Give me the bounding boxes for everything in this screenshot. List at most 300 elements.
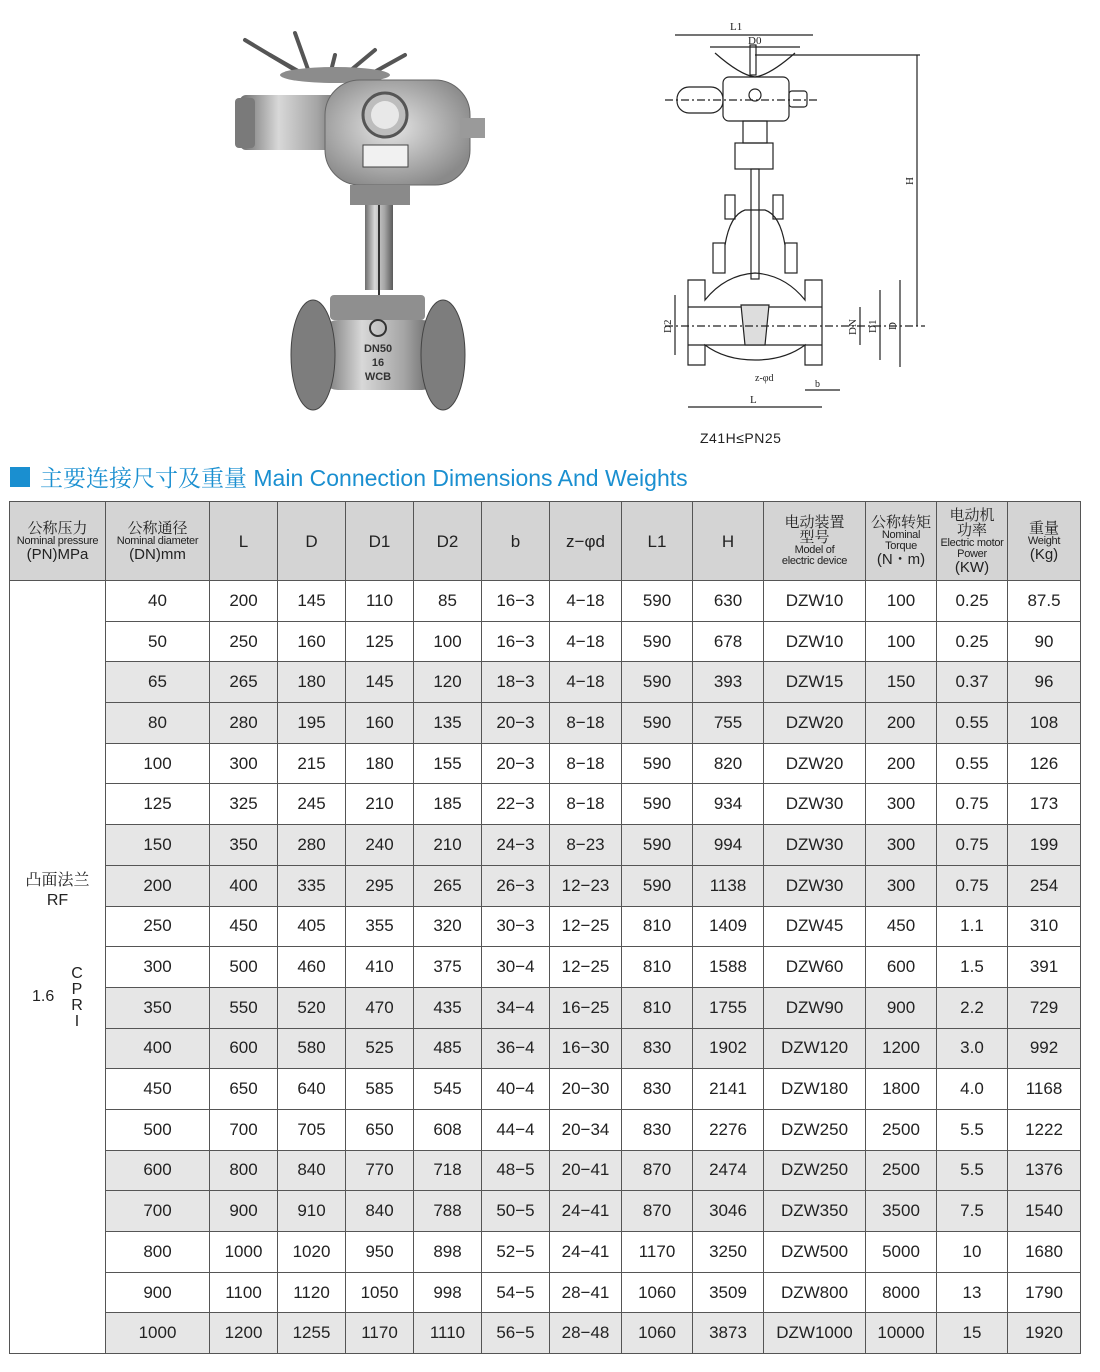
cell-dn: 200 bbox=[106, 865, 210, 906]
cell-dn: 50 bbox=[106, 621, 210, 662]
cell-model: DZW250 bbox=[764, 1150, 866, 1191]
header-d1: D1 bbox=[346, 502, 414, 581]
cpri-letter: I bbox=[74, 1013, 80, 1030]
cell-z-phi-d: 20−34 bbox=[550, 1109, 622, 1150]
cell-d2: 155 bbox=[414, 743, 482, 784]
table-row bbox=[10, 1313, 1081, 1354]
header-l1: L1 bbox=[622, 502, 693, 581]
cell-model: DZW120 bbox=[764, 1028, 866, 1069]
label-l1: L1 bbox=[730, 21, 743, 33]
cell-dn: 500 bbox=[106, 1109, 210, 1150]
table-row bbox=[10, 1069, 1081, 1110]
cell-torque: 300 bbox=[866, 784, 937, 825]
cell-model: DZW250 bbox=[764, 1109, 866, 1150]
table-row bbox=[10, 621, 1081, 662]
cell-b: 24−3 bbox=[482, 825, 550, 866]
cell-l: 265 bbox=[210, 662, 278, 703]
cell-power: 0.55 bbox=[937, 743, 1008, 784]
cell-torque: 200 bbox=[866, 743, 937, 784]
photo-marking-pn: 16 bbox=[371, 357, 385, 369]
cell-d: 1255 bbox=[278, 1313, 346, 1354]
cell-dn: 300 bbox=[106, 947, 210, 988]
cell-h: 2474 bbox=[693, 1150, 764, 1191]
cell-model: DZW60 bbox=[764, 947, 866, 988]
table-row bbox=[10, 825, 1081, 866]
cell-d: 910 bbox=[278, 1191, 346, 1232]
cell-h: 3250 bbox=[693, 1232, 764, 1273]
cell-l: 1200 bbox=[210, 1313, 278, 1354]
cell-dn: 400 bbox=[106, 1028, 210, 1069]
label-d: D bbox=[887, 322, 899, 330]
table-header-row bbox=[10, 502, 1081, 581]
cell-weight: 1376 bbox=[1008, 1150, 1081, 1191]
label-d0: D0 bbox=[748, 35, 762, 47]
cell-z-phi-d: 8−18 bbox=[550, 703, 622, 744]
cell-d1: 840 bbox=[346, 1191, 414, 1232]
table-row bbox=[10, 662, 1081, 703]
cell-d1: 110 bbox=[346, 581, 414, 622]
flange-type-cn: 凸面法兰 bbox=[25, 872, 90, 889]
table-row bbox=[10, 1191, 1081, 1232]
cpri-letter: R bbox=[71, 997, 83, 1014]
flange-type-en: RF bbox=[46, 892, 69, 909]
cell-weight: 310 bbox=[1008, 906, 1081, 947]
cell-model: DZW15 bbox=[764, 662, 866, 703]
cell-d: 160 bbox=[278, 621, 346, 662]
cell-model: DZW30 bbox=[764, 825, 866, 866]
cell-d: 280 bbox=[278, 825, 346, 866]
cell-weight: 1168 bbox=[1008, 1069, 1081, 1110]
dimensions-table bbox=[9, 501, 1081, 1354]
cell-d: 405 bbox=[278, 906, 346, 947]
section-bullet-icon bbox=[10, 467, 30, 487]
cell-l1: 590 bbox=[622, 581, 693, 622]
cell-model: DZW45 bbox=[764, 906, 866, 947]
cell-d2: 545 bbox=[414, 1069, 482, 1110]
header-l: L bbox=[210, 502, 278, 581]
header-weight: 重量 Weight (Kg) bbox=[1008, 502, 1081, 581]
cell-z-phi-d: 12−25 bbox=[550, 906, 622, 947]
cell-torque: 100 bbox=[866, 581, 937, 622]
cell-d1: 525 bbox=[346, 1028, 414, 1069]
cell-d: 180 bbox=[278, 662, 346, 703]
cell-power: 0.37 bbox=[937, 662, 1008, 703]
table-body bbox=[10, 581, 1081, 1354]
cell-torque: 100 bbox=[866, 621, 937, 662]
cell-torque: 450 bbox=[866, 906, 937, 947]
cell-d2: 998 bbox=[414, 1272, 482, 1313]
cell-h: 3509 bbox=[693, 1272, 764, 1313]
table-row bbox=[10, 1150, 1081, 1191]
cell-d: 460 bbox=[278, 947, 346, 988]
cell-l1: 1060 bbox=[622, 1272, 693, 1313]
cell-l: 325 bbox=[210, 784, 278, 825]
table-row bbox=[10, 784, 1081, 825]
header-d2: D2 bbox=[414, 502, 482, 581]
cell-l1: 810 bbox=[622, 987, 693, 1028]
cell-z-phi-d: 4−18 bbox=[550, 581, 622, 622]
cell-d2: 210 bbox=[414, 825, 482, 866]
cell-l: 550 bbox=[210, 987, 278, 1028]
cell-h: 755 bbox=[693, 703, 764, 744]
cell-b: 20−3 bbox=[482, 743, 550, 784]
header-pn: 公称压力 Nominal pressure (PN)MPa bbox=[10, 502, 106, 581]
cell-d: 520 bbox=[278, 987, 346, 1028]
cell-l: 600 bbox=[210, 1028, 278, 1069]
cell-b: 22−3 bbox=[482, 784, 550, 825]
cell-dn: 450 bbox=[106, 1069, 210, 1110]
cell-weight: 729 bbox=[1008, 987, 1081, 1028]
cell-weight: 173 bbox=[1008, 784, 1081, 825]
cell-power: 0.75 bbox=[937, 784, 1008, 825]
cell-z-phi-d: 4−18 bbox=[550, 621, 622, 662]
cell-weight: 1790 bbox=[1008, 1272, 1081, 1313]
cell-l: 1100 bbox=[210, 1272, 278, 1313]
cell-h: 994 bbox=[693, 825, 764, 866]
cell-power: 3.0 bbox=[937, 1028, 1008, 1069]
cell-l1: 590 bbox=[622, 743, 693, 784]
cell-dn: 800 bbox=[106, 1232, 210, 1273]
cell-d: 335 bbox=[278, 865, 346, 906]
cell-weight: 1920 bbox=[1008, 1313, 1081, 1354]
cell-h: 1902 bbox=[693, 1028, 764, 1069]
cell-z-phi-d: 12−23 bbox=[550, 865, 622, 906]
cell-z-phi-d: 16−25 bbox=[550, 987, 622, 1028]
cell-dn: 1000 bbox=[106, 1313, 210, 1354]
cell-torque: 2500 bbox=[866, 1109, 937, 1150]
cell-d: 195 bbox=[278, 703, 346, 744]
cell-torque: 150 bbox=[866, 662, 937, 703]
cell-l1: 1060 bbox=[622, 1313, 693, 1354]
cell-dn: 350 bbox=[106, 987, 210, 1028]
cell-model: DZW90 bbox=[764, 987, 866, 1028]
cell-weight: 254 bbox=[1008, 865, 1081, 906]
cell-z-phi-d: 24−41 bbox=[550, 1191, 622, 1232]
cell-torque: 2500 bbox=[866, 1150, 937, 1191]
cell-l1: 590 bbox=[622, 865, 693, 906]
header-h: H bbox=[693, 502, 764, 581]
cell-model: DZW350 bbox=[764, 1191, 866, 1232]
cell-l1: 810 bbox=[622, 947, 693, 988]
cell-h: 1138 bbox=[693, 865, 764, 906]
cell-power: 5.5 bbox=[937, 1109, 1008, 1150]
cell-dn: 65 bbox=[106, 662, 210, 703]
cell-torque: 8000 bbox=[866, 1272, 937, 1313]
cell-model: DZW30 bbox=[764, 865, 866, 906]
table-row bbox=[10, 1109, 1081, 1150]
cell-power: 4.0 bbox=[937, 1069, 1008, 1110]
cell-b: 30−4 bbox=[482, 947, 550, 988]
cell-l1: 830 bbox=[622, 1028, 693, 1069]
cell-d: 1120 bbox=[278, 1272, 346, 1313]
table-row bbox=[10, 1028, 1081, 1069]
cell-b: 44−4 bbox=[482, 1109, 550, 1150]
technical-drawing bbox=[655, 15, 940, 425]
cell-d2: 265 bbox=[414, 865, 482, 906]
cell-l1: 590 bbox=[622, 662, 693, 703]
table-row bbox=[10, 906, 1081, 947]
cell-l: 280 bbox=[210, 703, 278, 744]
cell-h: 1755 bbox=[693, 987, 764, 1028]
cell-model: DZW10 bbox=[764, 621, 866, 662]
section-title-text: 主要连接尺寸及重量 Main Connection Dimensions And Weights bbox=[40, 465, 688, 491]
cell-h: 3873 bbox=[693, 1313, 764, 1354]
header-torque: 公称转矩 Nominal Torque (N・m) bbox=[866, 502, 937, 581]
cell-weight: 126 bbox=[1008, 743, 1081, 784]
cell-h: 820 bbox=[693, 743, 764, 784]
cell-power: 0.25 bbox=[937, 581, 1008, 622]
label-h: H bbox=[904, 177, 916, 185]
cell-h: 2141 bbox=[693, 1069, 764, 1110]
cell-torque: 200 bbox=[866, 703, 937, 744]
cell-l: 800 bbox=[210, 1150, 278, 1191]
cell-z-phi-d: 28−48 bbox=[550, 1313, 622, 1354]
table-row bbox=[10, 865, 1081, 906]
cell-d2: 120 bbox=[414, 662, 482, 703]
cell-d: 840 bbox=[278, 1150, 346, 1191]
cell-dn: 150 bbox=[106, 825, 210, 866]
cell-power: 0.75 bbox=[937, 865, 1008, 906]
cell-z-phi-d: 16−30 bbox=[550, 1028, 622, 1069]
cell-b: 48−5 bbox=[482, 1150, 550, 1191]
cell-d1: 770 bbox=[346, 1150, 414, 1191]
label-dn: DN bbox=[847, 319, 859, 335]
cell-weight: 96 bbox=[1008, 662, 1081, 703]
cell-h: 630 bbox=[693, 581, 764, 622]
cell-weight: 90 bbox=[1008, 621, 1081, 662]
cell-b: 50−5 bbox=[482, 1191, 550, 1232]
cell-dn: 900 bbox=[106, 1272, 210, 1313]
table-row bbox=[10, 1272, 1081, 1313]
cpri-letter: P bbox=[71, 981, 83, 998]
cell-dn: 100 bbox=[106, 743, 210, 784]
table-row bbox=[10, 1232, 1081, 1273]
cell-d1: 950 bbox=[346, 1232, 414, 1273]
cell-l: 300 bbox=[210, 743, 278, 784]
cell-l1: 590 bbox=[622, 825, 693, 866]
cell-l1: 590 bbox=[622, 784, 693, 825]
cell-b: 54−5 bbox=[482, 1272, 550, 1313]
cell-dn: 80 bbox=[106, 703, 210, 744]
cell-model: DZW30 bbox=[764, 784, 866, 825]
header-power: 电动机 功率 Electric motor Power (KW) bbox=[937, 502, 1008, 581]
label-d1: D1 bbox=[867, 319, 879, 333]
cell-b: 30−3 bbox=[482, 906, 550, 947]
cell-z-phi-d: 20−41 bbox=[550, 1150, 622, 1191]
cell-power: 0.75 bbox=[937, 825, 1008, 866]
cell-b: 16−3 bbox=[482, 581, 550, 622]
header-model: 电动装置 型号 Model of electric device bbox=[764, 502, 866, 581]
cell-d2: 100 bbox=[414, 621, 482, 662]
cell-torque: 1800 bbox=[866, 1069, 937, 1110]
cell-b: 20−3 bbox=[482, 703, 550, 744]
cell-d1: 585 bbox=[346, 1069, 414, 1110]
cell-b: 16−3 bbox=[482, 621, 550, 662]
cell-d2: 135 bbox=[414, 703, 482, 744]
cell-b: 52−5 bbox=[482, 1232, 550, 1273]
drawing-caption: Z41H≤PN25 bbox=[700, 430, 782, 446]
header-dn: 公称通径 Nominal diameter (DN)mm bbox=[106, 502, 210, 581]
cell-d2: 185 bbox=[414, 784, 482, 825]
cell-weight: 391 bbox=[1008, 947, 1081, 988]
cell-torque: 1200 bbox=[866, 1028, 937, 1069]
cell-torque: 300 bbox=[866, 865, 937, 906]
cell-power: 2.2 bbox=[937, 987, 1008, 1028]
table-row bbox=[10, 581, 1081, 622]
cell-power: 0.25 bbox=[937, 621, 1008, 662]
cell-z-phi-d: 8−23 bbox=[550, 825, 622, 866]
cell-l1: 870 bbox=[622, 1150, 693, 1191]
cell-d1: 145 bbox=[346, 662, 414, 703]
cell-z-phi-d: 28−41 bbox=[550, 1272, 622, 1313]
valve-photo bbox=[225, 30, 485, 430]
label-l: L bbox=[750, 394, 757, 406]
pressure-group-cell bbox=[10, 581, 106, 1354]
cell-dn: 600 bbox=[106, 1150, 210, 1191]
cell-d1: 240 bbox=[346, 825, 414, 866]
cell-power: 15 bbox=[937, 1313, 1008, 1354]
cell-b: 26−3 bbox=[482, 865, 550, 906]
header-b: b bbox=[482, 502, 550, 581]
cell-weight: 1540 bbox=[1008, 1191, 1081, 1232]
cell-torque: 900 bbox=[866, 987, 937, 1028]
cell-d: 580 bbox=[278, 1028, 346, 1069]
cell-l: 400 bbox=[210, 865, 278, 906]
cell-h: 2276 bbox=[693, 1109, 764, 1150]
cell-weight: 1222 bbox=[1008, 1109, 1081, 1150]
cpri-letter: C bbox=[71, 965, 83, 982]
cell-d2: 1110 bbox=[414, 1313, 482, 1354]
table-row bbox=[10, 703, 1081, 744]
cell-d1: 650 bbox=[346, 1109, 414, 1150]
cell-b: 56−5 bbox=[482, 1313, 550, 1354]
cell-l1: 830 bbox=[622, 1069, 693, 1110]
cell-d: 705 bbox=[278, 1109, 346, 1150]
header-d: D bbox=[278, 502, 346, 581]
cell-h: 678 bbox=[693, 621, 764, 662]
cell-h: 1409 bbox=[693, 906, 764, 947]
cell-model: DZW800 bbox=[764, 1272, 866, 1313]
cell-d1: 180 bbox=[346, 743, 414, 784]
cell-z-phi-d: 8−18 bbox=[550, 743, 622, 784]
cell-weight: 1680 bbox=[1008, 1232, 1081, 1273]
cell-d: 215 bbox=[278, 743, 346, 784]
cell-d1: 470 bbox=[346, 987, 414, 1028]
cell-l: 650 bbox=[210, 1069, 278, 1110]
flange-type bbox=[10, 871, 105, 911]
cell-power: 0.55 bbox=[937, 703, 1008, 744]
cell-power: 10 bbox=[937, 1232, 1008, 1273]
cell-l1: 590 bbox=[622, 621, 693, 662]
cell-z-phi-d: 24−41 bbox=[550, 1232, 622, 1273]
cell-model: DZW180 bbox=[764, 1069, 866, 1110]
section-title bbox=[10, 460, 688, 493]
cell-l: 450 bbox=[210, 906, 278, 947]
cell-l: 350 bbox=[210, 825, 278, 866]
cell-b: 36−4 bbox=[482, 1028, 550, 1069]
cell-dn: 700 bbox=[106, 1191, 210, 1232]
cell-z-phi-d: 4−18 bbox=[550, 662, 622, 703]
table-row bbox=[10, 947, 1081, 988]
cell-model: DZW500 bbox=[764, 1232, 866, 1273]
cell-weight: 87.5 bbox=[1008, 581, 1081, 622]
pressure-value: 1.6 bbox=[32, 988, 55, 1005]
cell-power: 5.5 bbox=[937, 1150, 1008, 1191]
cell-weight: 108 bbox=[1008, 703, 1081, 744]
cell-model: DZW10 bbox=[764, 581, 866, 622]
cell-d2: 608 bbox=[414, 1109, 482, 1150]
cell-z-phi-d: 20−30 bbox=[550, 1069, 622, 1110]
cell-b: 34−4 bbox=[482, 987, 550, 1028]
cell-l1: 810 bbox=[622, 906, 693, 947]
label-b: b bbox=[815, 379, 820, 390]
cell-z-phi-d: 12−25 bbox=[550, 947, 622, 988]
cell-d1: 295 bbox=[346, 865, 414, 906]
cell-power: 7.5 bbox=[937, 1191, 1008, 1232]
cell-d2: 85 bbox=[414, 581, 482, 622]
photo-marking-dn: DN50 bbox=[363, 343, 393, 355]
cell-model: DZW1000 bbox=[764, 1313, 866, 1354]
cell-l1: 1170 bbox=[622, 1232, 693, 1273]
cell-weight: 992 bbox=[1008, 1028, 1081, 1069]
cell-d1: 1170 bbox=[346, 1313, 414, 1354]
label-zd: z-φd bbox=[755, 373, 774, 384]
cell-h: 934 bbox=[693, 784, 764, 825]
cell-l: 900 bbox=[210, 1191, 278, 1232]
cell-l: 1000 bbox=[210, 1232, 278, 1273]
cell-d: 1020 bbox=[278, 1232, 346, 1273]
cell-model: DZW20 bbox=[764, 703, 866, 744]
table-row bbox=[10, 987, 1081, 1028]
cell-d1: 210 bbox=[346, 784, 414, 825]
cell-d1: 355 bbox=[346, 906, 414, 947]
cell-model: DZW20 bbox=[764, 743, 866, 784]
cell-power: 1.5 bbox=[937, 947, 1008, 988]
cell-dn: 125 bbox=[106, 784, 210, 825]
cell-power: 1.1 bbox=[937, 906, 1008, 947]
label-d2: D2 bbox=[662, 319, 674, 333]
cell-d2: 435 bbox=[414, 987, 482, 1028]
cell-l1: 870 bbox=[622, 1191, 693, 1232]
cell-d: 145 bbox=[278, 581, 346, 622]
cell-torque: 300 bbox=[866, 825, 937, 866]
cell-d: 245 bbox=[278, 784, 346, 825]
table-row bbox=[10, 743, 1081, 784]
cell-d2: 898 bbox=[414, 1232, 482, 1273]
cpri-label bbox=[70, 966, 84, 1030]
cell-d1: 410 bbox=[346, 947, 414, 988]
cell-torque: 600 bbox=[866, 947, 937, 988]
cell-d2: 788 bbox=[414, 1191, 482, 1232]
cell-weight: 199 bbox=[1008, 825, 1081, 866]
cell-torque: 3500 bbox=[866, 1191, 937, 1232]
cell-l: 700 bbox=[210, 1109, 278, 1150]
cell-torque: 10000 bbox=[866, 1313, 937, 1354]
cell-dn: 250 bbox=[106, 906, 210, 947]
cell-dn: 40 bbox=[106, 581, 210, 622]
cell-d1: 1050 bbox=[346, 1272, 414, 1313]
cell-l: 500 bbox=[210, 947, 278, 988]
photo-marking-material: WCB bbox=[364, 371, 392, 383]
cell-d2: 485 bbox=[414, 1028, 482, 1069]
cell-d2: 320 bbox=[414, 906, 482, 947]
cell-l: 250 bbox=[210, 621, 278, 662]
cell-torque: 5000 bbox=[866, 1232, 937, 1273]
cell-d2: 375 bbox=[414, 947, 482, 988]
cell-h: 3046 bbox=[693, 1191, 764, 1232]
cell-d: 640 bbox=[278, 1069, 346, 1110]
cell-d2: 718 bbox=[414, 1150, 482, 1191]
